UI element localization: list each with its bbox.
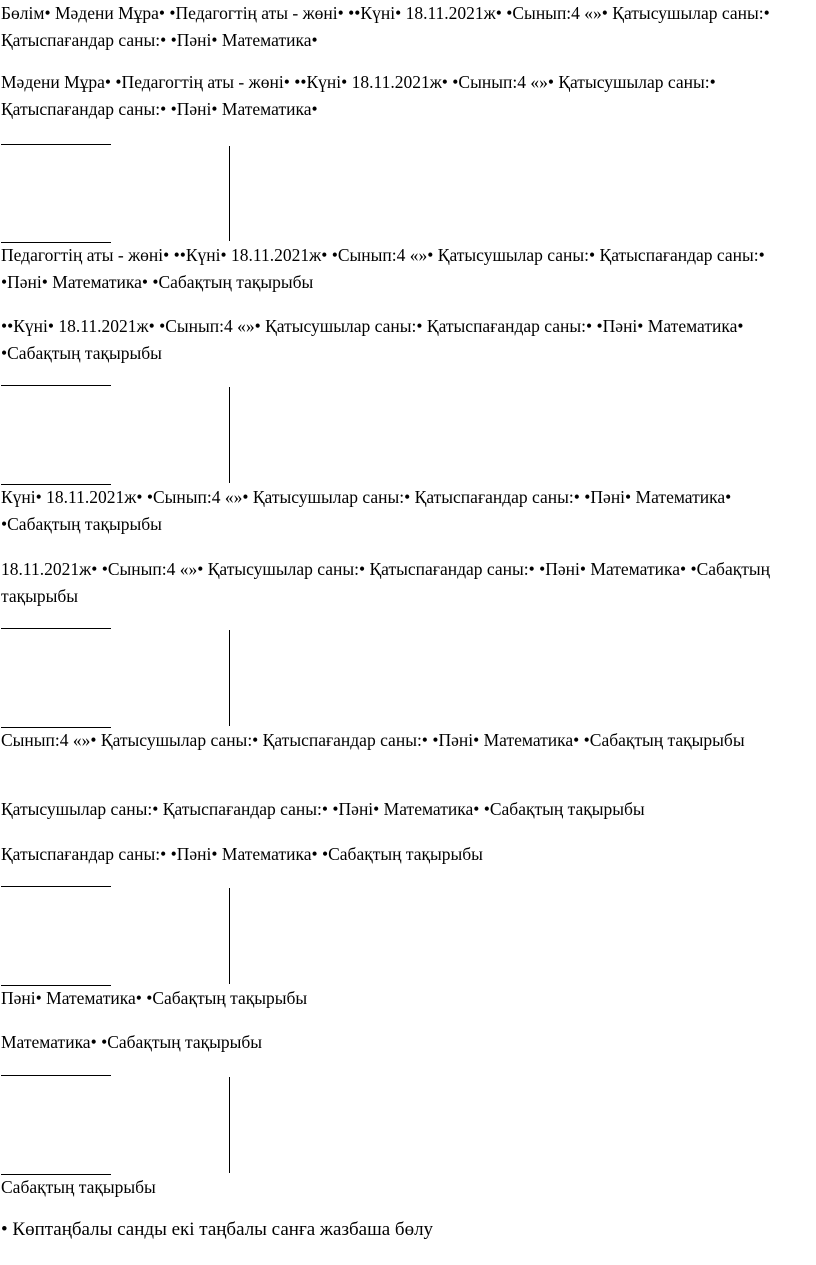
paragraph-8: Қатысушылар саны:• Қатыспағандар саны:• •Пәні• Математика• •Сабақтың тақырыбы <box>1 799 645 819</box>
paragraph-6: 18.11.2021ж• •Сынып:4 «»• Қатысушылар саны:• Қатыспағандар саны:• •Пәні• Математика• •Сабақтың тақырыбы <box>1 559 770 606</box>
paragraph-12: Сабақтың тақырыбы <box>1 1177 156 1197</box>
paragraph-4: ••Күні• 18.11.2021ж• •Сынып:4 «»• Қатысушылар саны:• Қатыспағандар саны:• •Пәні• Математика• •Сабақтың тақырыбы <box>1 316 744 363</box>
paragraph-1: Бөлім• Мәдени Мұра• •Педагогтің аты - жөні• ••Күні• 18.11.2021ж• •Сынып:4 «»• Қатысушылар саны:• Қатыспағандар саны:• •Пәні• Математика• <box>1 3 770 50</box>
paragraph-3: Педагогтің аты - жөні• ••Күні• 18.11.2021ж• •Сынып:4 «»• Қатысушылар саны:• Қатыспағандар саны:• •Пәні• Математика• •Сабақтың тақырыбы <box>1 245 765 292</box>
vertical-rule <box>229 888 230 984</box>
vertical-rule <box>229 146 230 241</box>
vertical-rule <box>229 387 230 483</box>
paragraph-11: Математика• •Сабақтың тақырыбы <box>1 1032 263 1052</box>
horizontal-rule <box>1 1075 111 1076</box>
lesson-topic: • Көптаңбалы санды екі таңбалы санға жазбаша бөлу <box>1 1219 434 1240</box>
horizontal-rule <box>1 144 111 145</box>
paragraph-10: Пәні• Математика• •Сабақтың тақырыбы <box>1 988 308 1008</box>
paragraph-2: Мәдени Мұра• •Педагогтің аты - жөні• ••Күні• 18.11.2021ж• •Сынып:4 «»• Қатысушылар саны:• Қатыспағандар саны:• •Пәні• Математика• <box>1 72 716 119</box>
horizontal-rule <box>1 385 111 386</box>
paragraph-5: Күні• 18.11.2021ж• •Сынып:4 «»• Қатысушылар саны:• Қатыспағандар саны:• •Пәні• Математика• •Сабақтың тақырыбы <box>1 487 732 534</box>
horizontal-rule <box>1 886 111 887</box>
horizontal-rule <box>1 628 111 629</box>
vertical-rule <box>229 1077 230 1173</box>
paragraph-9: Қатыспағандар саны:• •Пәні• Математика• •Сабақтың тақырыбы <box>1 844 483 864</box>
vertical-rule <box>229 630 230 726</box>
paragraph-7: Сынып:4 «»• Қатысушылар саны:• Қатыспағандар саны:• •Пәні• Математика• •Сабақтың тақырыбы <box>1 730 745 750</box>
